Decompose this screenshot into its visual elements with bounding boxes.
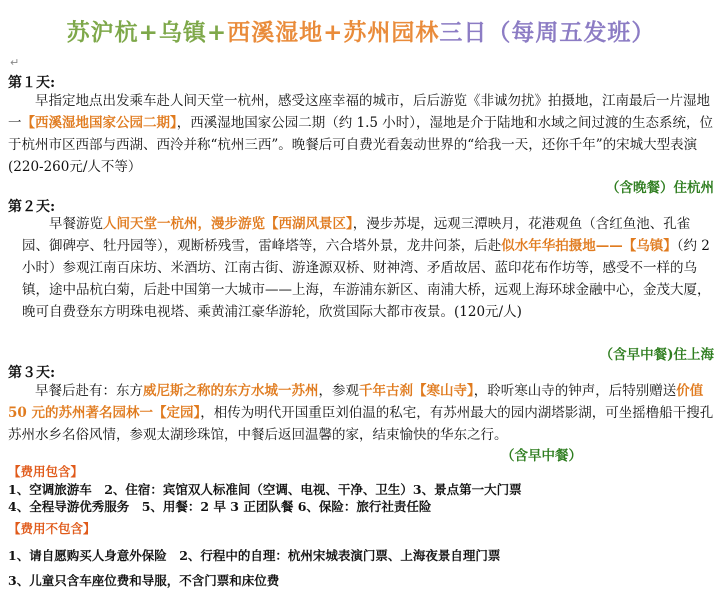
day3-text-c: ，聆听寒山寺的钟声，后特别赠送 bbox=[473, 383, 677, 399]
day3-meal-note: （含早中餐） bbox=[501, 448, 582, 464]
day2-label: 第２天: bbox=[8, 199, 56, 215]
day3-highlight-a: 威尼斯之称的东方水城一苏州 bbox=[143, 383, 319, 399]
day3-highlight-c: 价值 50 元的苏州著名园林一【定园】 bbox=[8, 383, 704, 421]
paragraph-mark: ↵ bbox=[10, 56, 20, 69]
day2-text-c: （约 2 小时）参观江南百床坊、米酒坊、江南古街、游逢源双桥、财神湾、矛盾故居、蓝印花布作坊等，感受不一样的乌镇，途中品杭白菊，后赴中国第一大城市——上海，车游浦东新区、南浦大桥，远观上海环球金融中心，金茂大厦，晚可自费登东方明珠电视塔、乘黄浦江豪华游轮，欣赏国际大都市夜景。(120元/人) bbox=[22, 238, 711, 320]
day3-text-a: 早餐后赴有：东方 bbox=[35, 383, 143, 399]
title-part-route: 苏沪杭+乌镇+ bbox=[66, 20, 228, 46]
day1-text-b: ，西溪湿地国家公园二期（约 1.5 小时），湿地是介于陆地和水域之间过渡的生态系统，位于杭州市区西部与西湖、西泠并称“杭州三西”。晚餐后可自费光看轰动世界的“给我一天，还你千年”的宋城大型表演(220-260元/人不等） bbox=[8, 115, 714, 175]
day1-highlight: 【西溪湿地国家公园二期】 bbox=[21, 115, 177, 131]
day1-description bbox=[8, 90, 714, 178]
day1-label: 第１天: bbox=[8, 75, 56, 91]
fees-included-line2: 4、全程导游优秀服务 5、用餐：2 早 3 正团队餐 6、保险：旅行社责任险 bbox=[8, 499, 432, 514]
day1-meal-note: （含晚餐）住杭州 bbox=[606, 180, 714, 196]
day3-highlight-b: 千年古刹【寒山寺】 bbox=[359, 383, 474, 399]
fees-excluded-header: 【费用不包含】 bbox=[8, 521, 96, 536]
day2-highlight-a: 人间天堂一杭州，漫步游览【西湖风景区】 bbox=[103, 216, 353, 232]
day2-text-b: ，漫步苏堤，远观三潭映月，花港观鱼（含红鱼池、孔雀园、御碑亭、牡丹园等），观断桥残雪，雷峰塔等，六合塔外景，龙井问茶，后赴 bbox=[22, 216, 691, 254]
day3-text-b: ，参观 bbox=[318, 383, 359, 399]
fees-included-line1: 1、空调旅游车 2、住宿：宾馆双人标准间（空调、电视、干净、卫生）3、景点第一大门票 bbox=[8, 482, 522, 497]
day2-highlight-b: 似水年华拍摄地——【乌镇】 bbox=[501, 238, 677, 254]
day3-text-d: ，相传为明代开国重臣刘伯温的私宅，有苏州最大的园内湖塔影湖，可坐摇橹船干搜孔苏州水乡名俗风情，参观太湖珍珠馆，中餐后返回温馨的家，结束愉快的华东之行。 bbox=[8, 405, 714, 443]
day1-text-a: 早指定地点出发乘车赴人间天堂一杭州，感受这座幸福的城市，后后游览《非诚勿扰》拍摄地，江南最后一片湿地一 bbox=[8, 93, 710, 131]
day3-label: 第３天: bbox=[8, 365, 56, 381]
fees-included-header: 【费用包含】 bbox=[8, 464, 84, 479]
day2-text-a: 早餐游览 bbox=[49, 216, 103, 232]
title-part-attractions: 西溪湿地+苏州园林 bbox=[227, 20, 440, 46]
title-part-schedule: 三日（每周五发班） bbox=[439, 20, 656, 46]
fees-excluded-line2: 3、儿童只含车座位费和导服，不含门票和床位费 bbox=[8, 573, 280, 588]
page-title bbox=[0, 14, 722, 47]
day2-meal-note: （含早中餐)住上海 bbox=[599, 347, 714, 363]
day2-description bbox=[22, 213, 714, 323]
fees-excluded-line1: 1、请自愿购买人身意外保险 2、行程中的自理：杭州宋城表演门票、上海夜景自理门票 bbox=[8, 548, 501, 563]
day3-description bbox=[8, 380, 714, 446]
